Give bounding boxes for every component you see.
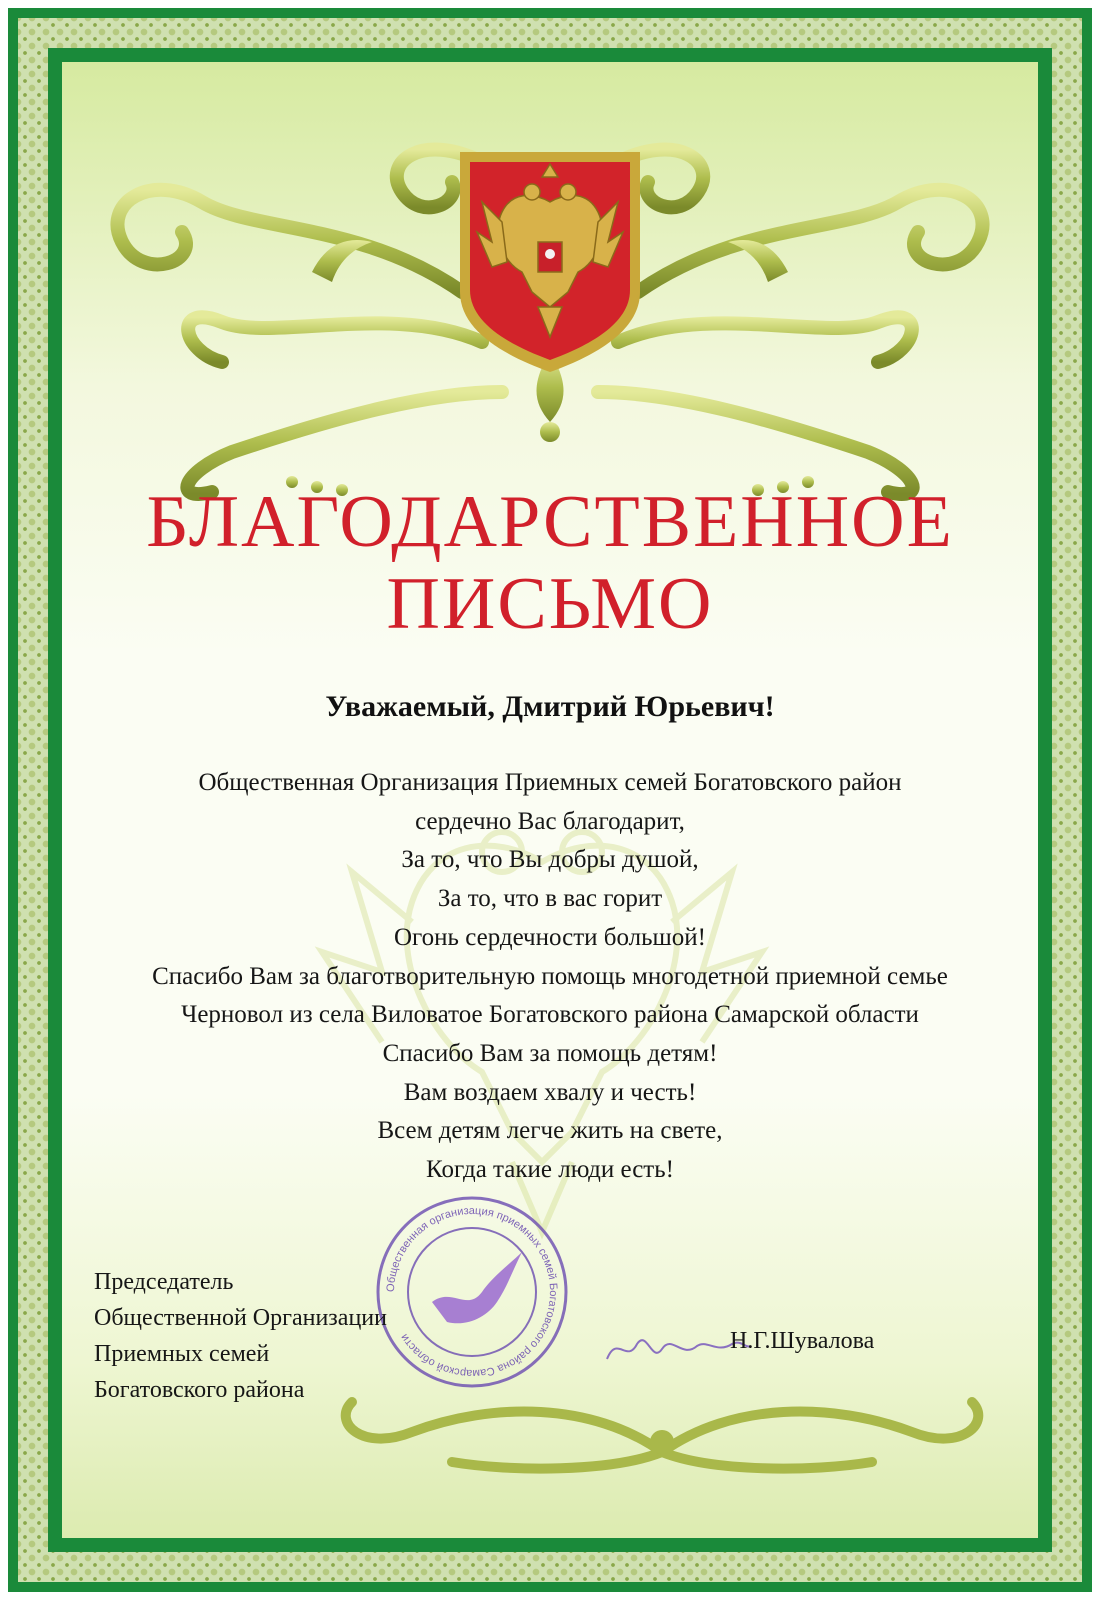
body-line: Огонь сердечности большой! [393,923,707,951]
greeting: Уважаемый, Дмитрий Юрьевич! [325,690,775,723]
body-line: Спасибо Вам за благотворительную помощь многодетной приемной семье [152,962,948,990]
body-line: Черновол из села Виловатое Богатовского района Самарской области [181,1001,919,1029]
coat-of-arms-icon [460,152,640,372]
body-line: Всем детям легче жить на свете, [377,1117,723,1145]
signer-title-line: Приемных семей [94,1341,270,1367]
body-line: Спасибо Вам за помощь детям! [382,1039,718,1067]
signer-title-line: Общественной Организации [94,1305,387,1331]
body-line: За то, что в вас горит [437,885,663,913]
top-ornament [62,92,1038,512]
stamp-text: Общественная организация приемных семей Богатовского района Самарской области [384,1204,560,1380]
body-line: Когда такие люди есть! [426,1156,674,1184]
letter-body [62,764,1038,1190]
body-line: Общественная Организация Приемных семей Богатовского район [198,769,902,796]
body-line: сердечно Вас благодарит, [415,807,685,835]
letter-title-line-1: БЛАГОДАРСТВЕННОЕ [146,481,954,563]
body-line: За то, что Вы добры душой, [401,846,699,874]
signer-title-line: Богатовского района [94,1377,305,1403]
signer-title-line: Председатель [94,1269,234,1295]
signer-name: Н.Г.Шувалова [730,1328,875,1354]
signer-title [94,1264,514,1408]
letter-title-line-2: ПИСЬМО [386,563,714,645]
letter-sheet [62,62,1038,1538]
body-line: Вам воздаем хвалу и честь! [403,1078,697,1106]
